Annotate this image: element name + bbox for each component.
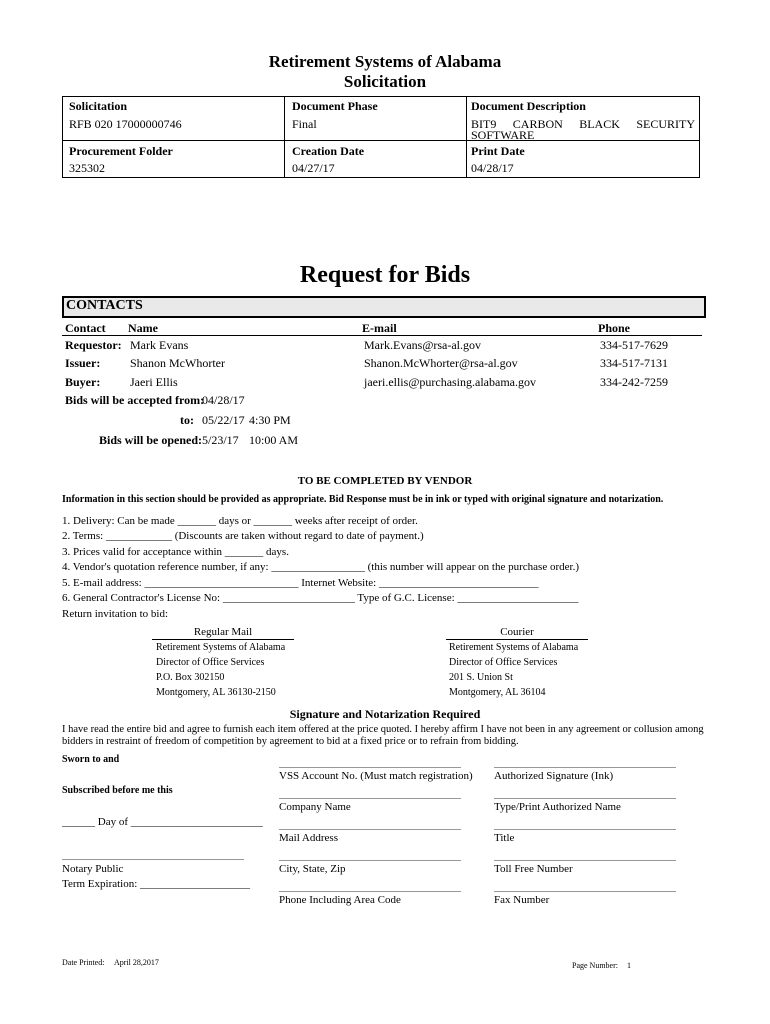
bids-to-time: 4:30 PM <box>249 413 291 427</box>
contact-phone: 334-517-7629 <box>600 338 668 352</box>
vss-account-line[interactable] <box>279 767 461 768</box>
signature-statement-line2: bidders in restraint of freedom of competition by agreement to bid at a fixed price or to refrain from bidding. <box>62 736 519 747</box>
fax-line[interactable] <box>494 891 676 892</box>
email-column-header: E-mail <box>362 321 397 335</box>
courier-line: Montgomery, AL 36104 <box>449 687 546 698</box>
regular-mail-line: Director of Office Services <box>156 657 265 668</box>
contacts-section-title: CONTACTS <box>66 298 143 313</box>
notary-public-label: Notary Public <box>62 863 124 875</box>
contact-phone: 334-242-7259 <box>600 375 668 389</box>
regular-mail-line: P.O. Box 302150 <box>156 672 225 683</box>
phase-label: Document Phase <box>292 99 378 113</box>
request-for-bids-title: Request for Bids <box>299 262 471 288</box>
bids-opened-date: 5/23/17 <box>202 433 239 447</box>
fax-label: Fax Number <box>494 894 550 906</box>
solicitation-info-table <box>62 96 700 178</box>
city-state-zip-label: City, State, Zip <box>279 863 346 875</box>
contact-phone: 334-517-7131 <box>600 356 668 370</box>
description-value-line1: BIT9 CARBON BLACK SECURITY <box>471 117 695 131</box>
courier-line: 201 S. Union St <box>449 672 513 683</box>
contact-role: Requestor: <box>65 338 122 352</box>
mail-address-label: Mail Address <box>279 832 338 844</box>
bids-opened-time: 10:00 AM <box>249 433 299 447</box>
term-expiration-field[interactable]: Term Expiration: ____________________ <box>62 878 251 890</box>
company-name-line[interactable] <box>279 798 461 799</box>
creation-date-value: 04/27/17 <box>292 161 335 175</box>
description-value-line2: SOFTWARE <box>471 128 535 142</box>
print-date-label: Print Date <box>471 144 525 158</box>
date-printed-label: Date Printed: <box>62 958 105 967</box>
courier-line: Director of Office Services <box>449 657 558 668</box>
contact-name: Jaeri Ellis <box>130 375 178 389</box>
regular-mail-rule <box>152 639 294 640</box>
city-state-zip-line[interactable] <box>279 860 461 861</box>
title-line[interactable] <box>494 829 676 830</box>
date-printed-value: April 28,2017 <box>114 958 159 967</box>
contact-email[interactable]: Mark.Evans@rsa-al.gov <box>364 338 482 352</box>
contact-role: Buyer: <box>65 375 101 389</box>
vendor-item-prices-valid[interactable]: 3. Prices valid for acceptance within _______ days. <box>62 546 289 558</box>
sworn-label: Sworn to and <box>62 754 120 765</box>
vendor-section-heading: TO BE COMPLETED BY VENDOR <box>297 475 473 487</box>
signature-statement-line1: I have read the entire bid and agree to furnish each item offered at the price quoted. I hereby affirm I have not been in any agreement or collusion among <box>62 724 704 735</box>
regular-mail-line: Retirement Systems of Alabama <box>156 642 286 653</box>
bids-opened-label: Bids will be opened: <box>99 433 203 447</box>
folder-value: 325302 <box>69 161 105 175</box>
contact-email[interactable]: Shanon.McWhorter@rsa-al.gov <box>364 356 518 370</box>
contact-name: Shanon McWhorter <box>130 356 225 370</box>
authorized-name-line[interactable] <box>494 798 676 799</box>
phase-value: Final <box>292 117 317 131</box>
solicitation-value: RFB 020 17000000746 <box>69 117 182 131</box>
regular-mail-line: Montgomery, AL 36130-2150 <box>156 687 276 698</box>
courier-line: Retirement Systems of Alabama <box>449 642 579 653</box>
signature-heading: Signature and Notarization Required <box>289 707 481 721</box>
vendor-item-contractor-license[interactable]: 6. General Contractor's License No: ________________________ Type of G.C. License: ______________________ <box>62 592 579 604</box>
bids-accepted-date: 04/28/17 <box>202 393 245 407</box>
page-number-value: 1 <box>627 961 631 970</box>
solicitation-title: Solicitation <box>343 72 427 91</box>
bids-to-date: 05/22/17 <box>202 413 245 427</box>
contact-email[interactable]: jaeri.ellis@purchasing.alabama.gov <box>364 375 536 389</box>
courier-rule <box>446 639 588 640</box>
contacts-header-rule <box>62 335 702 336</box>
authorized-name-label: Type/Print Authorized Name <box>494 801 621 813</box>
return-invitation-label: Return invitation to bid: <box>62 608 169 620</box>
print-date-value: 04/28/17 <box>471 161 514 175</box>
vendor-item-delivery[interactable]: 1. Delivery: Can be made _______ days or _______ weeks after receipt of order. <box>62 515 418 527</box>
vendor-info-text: Information in this section should be provided as appropriate. Bid Response must be in ink or typed with original signature and notarization. <box>62 494 664 505</box>
solicitation-label: Solicitation <box>69 99 128 113</box>
authorized-signature-label: Authorized Signature (Ink) <box>494 770 614 782</box>
subscribed-label: Subscribed before me this <box>62 785 173 796</box>
vendor-item-email-website[interactable]: 5. E-mail address: ____________________________ Internet Website: _____________________________ <box>62 577 539 589</box>
phone-line[interactable] <box>279 891 461 892</box>
vss-account-label: VSS Account No. (Must match registration) <box>279 770 473 782</box>
day-of-field[interactable]: ______ Day of ________________________ <box>62 816 263 828</box>
contact-name: Mark Evans <box>130 338 189 352</box>
toll-free-label: Toll Free Number <box>494 863 573 875</box>
company-name-label: Company Name <box>279 801 351 813</box>
notary-signature-line[interactable] <box>62 859 244 860</box>
org-title: Retirement Systems of Alabama <box>268 52 502 71</box>
authorized-signature-line[interactable] <box>494 767 676 768</box>
name-column-header: Name <box>128 321 158 335</box>
toll-free-line[interactable] <box>494 860 676 861</box>
contact-role: Issuer: <box>65 356 101 370</box>
bids-accepted-label: Bids will be accepted from: <box>65 393 205 407</box>
phone-label: Phone Including Area Code <box>279 894 401 906</box>
vendor-item-quote-reference[interactable]: 4. Vendor's quotation reference number, if any: _________________ (this number will appear on the purchase order.) <box>62 561 579 573</box>
description-label: Document Description <box>471 99 586 113</box>
creation-date-label: Creation Date <box>292 144 365 158</box>
phone-column-header: Phone <box>598 321 631 335</box>
vendor-item-terms[interactable]: 2. Terms: ____________ (Discounts are taken without regard to date of payment.) <box>62 530 424 542</box>
folder-label: Procurement Folder <box>69 144 173 158</box>
courier-title: Courier <box>500 626 534 638</box>
contact-column-header: Contact <box>65 321 106 335</box>
contacts-section-bar <box>62 296 706 318</box>
page-number-label: Page Number: <box>572 961 618 970</box>
regular-mail-title: Regular Mail <box>193 626 253 638</box>
bids-to-label: to: <box>180 413 194 427</box>
title-label: Title <box>494 832 515 844</box>
mail-address-line[interactable] <box>279 829 461 830</box>
